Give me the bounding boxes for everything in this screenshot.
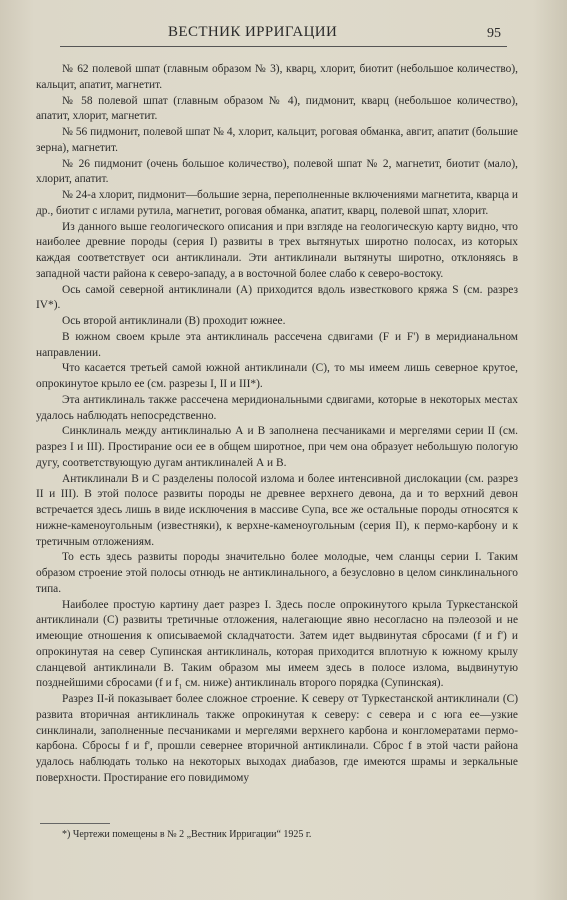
paragraph: Антиклинали В и С разделены полосой излома и более интенсивной дислокации (см. разрез II и III). В этой полосе развиты породы не древнее верхнего девона, да и то верхний девон встречается здесь лишь в виде исключения в массиве Супа, все же остальные породы относятся к нижне-каменоугольным (известняки), к верхне-каменоугольным (серия II), к пермо-карбону и к третичным отложениям.: [36, 472, 518, 548]
running-title: ВЕСТНИК ИРРИГАЦИИ: [168, 24, 338, 40]
paragraph: Синклиналь между антиклиналью А и В заполнена песчаниками и мергелями серии II (см. разрез I и III). Простирание оси ее в общем широтное, при чем она образует небольшую пологую дугу, соответствующую дугам антиклиналей А и В.: [36, 425, 518, 469]
paragraph: Из данного выше геологического описания и при взгляде на геологическую карту видно, что наиболее древние породы (серия I) развиты в трех вытянутых широтно полосах, из которых каждая соответствует оси антиклинали. Эти антиклинали вытянуты широтно, отклоняясь в западной части района к северо-западу, а в восточной более слабо к северо-востоку.: [36, 220, 518, 280]
paragraph: № 24-а хлорит, пидмонит—большие зерна, переполненные включениями магнетита, кварца и др., биотит с иглами рутила, магнетит, роговая обманка, апатит, кварц, полевой шпат, хлорит.: [36, 189, 518, 217]
paragraph: Что касается третьей самой южной антиклинали (С), то мы имеем лишь северное крутое, опрокинутое крыло ее (см. разрезы I, II и III*).: [36, 362, 518, 390]
paragraph: Ось самой северной антиклинали (А) приходится вдоль известкового кряжа S (см. разрез IV*).: [36, 283, 518, 312]
paragraph: В южном своем крыле эта антиклиналь рассечена сдвигами (F и F') в меридианальном направлении.: [36, 330, 518, 359]
body-text: [36, 62, 518, 787]
footnote: *) Чертежи помещены в № 2 „Вестник Ирригации“ 1925 г.: [62, 829, 312, 840]
paragraph: № 58 полевой шпат (главным образом № 4), пидмонит, кварц (небольшое количество), апатит, хлорит, магнетит.: [36, 94, 518, 123]
paragraph: № 56 пидмонит, полевой шпат № 4, хлорит, кальцит, роговая обманка, авгит, апатит (большие зерна), магнетит.: [36, 126, 518, 154]
running-header: [60, 22, 507, 47]
paragraph: Наиболее простую картину дает разрез I. Здесь после опрокинутого крыла Туркестанской антиклинали (С) развиты третичные отложения, налегающие явно несогласно на пэлеозой и не имеющие отношения к описываемой складчатости. Затем идет выдвинутая сбросами (f и f') и опрокинутая на север Супинская антиклиналь, которая приходится вплотную к южному крылу сланцевой антиклинали В. Таким образом мы имеем здесь в полосе излома, выдвинутую позднейшими сбросами (f и f₁ см. ниже) антиклиналь второго порядка (Супинская).: [36, 598, 518, 690]
paragraph: № 26 пидмонит (очень большое количество), полевой шпат № 2, магнетит, биотит (мало), хлорит, апатит.: [36, 157, 518, 186]
paragraph: Эта антиклиналь также рассечена меридиональными сдвигами, которые в некоторых местах удалось наблюдать непосредственно.: [36, 393, 518, 422]
paragraph: № 62 полевой шпат (главным образом № 3), кварц, хлорит, биотит (небольшое количество), кальцит, апатит, магнетит.: [36, 63, 518, 91]
page-number: 95: [487, 26, 501, 41]
paragraph: Ось второй антиклинали (В) проходит южнее.: [62, 315, 286, 327]
paragraph: Разрез II-й показывает более сложное строение. К северу от Туркестанской антиклинали (С) развита вторичная антиклиналь также опрокинутая к северу: с севера и с юга ее—узкие синклинали, заполненные песчаниками и мергелями верхнего карбона и конгломератами пермо-карбона. Сбросы f и f', прошли севернее вторичной антиклинали. Сброс f в этой части района удалось наблюдать только на некоторых выходах диабазов, где имеются шрамы и зеркальные поверхности. Простирание его повидимому: [36, 693, 518, 784]
paragraph: То есть здесь развиты породы значительно более молодые, чем сланцы серии I. Таким образом строение этой полосы отнюдь не антиклинального, а безусловно в целом синклинального типа.: [36, 551, 518, 595]
footnote-divider: [40, 823, 110, 824]
